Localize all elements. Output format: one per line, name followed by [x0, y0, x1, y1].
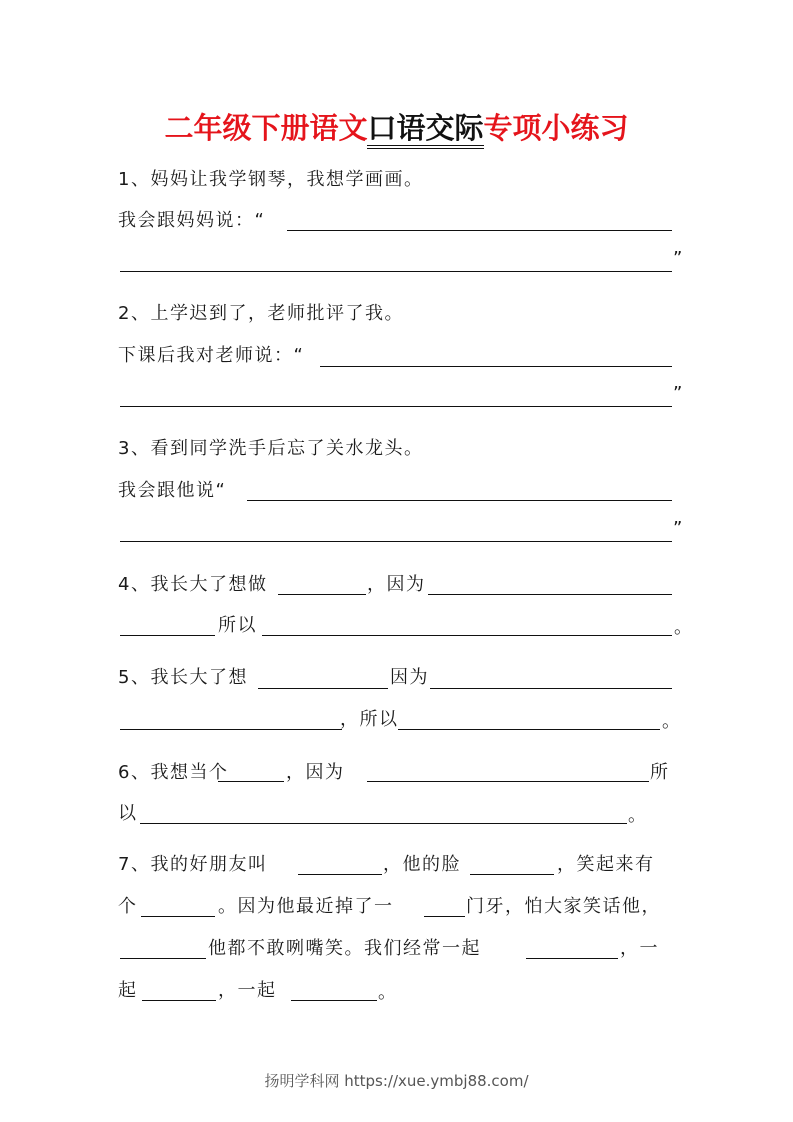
page-title	[0, 108, 793, 148]
period: 。	[674, 617, 692, 638]
question-6-seg2: ，因为	[286, 762, 345, 783]
question-7-seg1: 7、我的好朋友叫	[118, 854, 268, 875]
question-7-seg2: ，他的脸	[383, 854, 461, 875]
close-quote: ”	[673, 383, 683, 404]
answer-line[interactable]	[291, 1000, 377, 1001]
answer-line[interactable]	[424, 916, 465, 917]
question-1-lead: 我会跟妈妈说：“	[118, 210, 266, 231]
question-4-seg1: 4、我长大了想做	[118, 574, 268, 595]
footer-site-name: 扬明学科网	[264, 1072, 340, 1090]
close-quote: ”	[673, 518, 683, 539]
question-6-seg4: 以	[118, 803, 138, 824]
answer-line[interactable]	[278, 594, 366, 595]
answer-line[interactable]	[470, 874, 554, 875]
answer-line[interactable]	[298, 874, 382, 875]
question-4-seg3: 所以	[218, 615, 257, 636]
title-part1: 二年级下册语文	[164, 111, 368, 145]
answer-line[interactable]	[258, 688, 388, 689]
answer-line[interactable]	[398, 729, 660, 730]
answer-line[interactable]	[287, 230, 672, 231]
title-highlight: 口语交际	[367, 111, 483, 149]
question-7-seg7: 他都不敢咧嘴笑。我们经常一起	[208, 938, 481, 959]
question-7-seg5: 。因为他最近掉了一	[218, 896, 394, 917]
period: 。	[628, 805, 646, 826]
question-7-seg9: 起	[118, 980, 138, 1001]
answer-line[interactable]	[428, 594, 672, 595]
answer-line[interactable]	[262, 635, 672, 636]
answer-line[interactable]	[526, 958, 618, 959]
question-6-seg3: 所	[650, 762, 670, 783]
period: 。	[662, 711, 680, 732]
question-7-seg6: 门牙，怕大家笑话他，	[466, 896, 661, 917]
question-2-lead: 下课后我对老师说：“	[118, 345, 305, 366]
footer	[0, 1070, 793, 1091]
question-7-seg8: ，一	[620, 938, 659, 959]
footer-url[interactable]: https://xue.ymbj88.com/	[344, 1072, 529, 1090]
question-3-prompt: 3、看到同学洗手后忘了关水龙头。	[118, 438, 424, 459]
close-quote: ”	[673, 248, 683, 269]
answer-line[interactable]	[430, 688, 672, 689]
answer-line[interactable]	[120, 541, 672, 542]
answer-line[interactable]	[120, 271, 672, 272]
answer-line[interactable]	[120, 958, 206, 959]
question-4-seg2: ，因为	[367, 574, 426, 595]
period: 。	[378, 982, 396, 1003]
answer-line[interactable]	[218, 781, 284, 782]
answer-line[interactable]	[120, 406, 672, 407]
question-5-seg3: ，所以	[340, 709, 399, 730]
answer-line[interactable]	[367, 781, 649, 782]
question-5-seg2: 因为	[390, 667, 429, 688]
question-2-prompt: 2、上学迟到了，老师批评了我。	[118, 303, 404, 324]
answer-line[interactable]	[320, 366, 672, 367]
answer-line[interactable]	[141, 916, 215, 917]
answer-line[interactable]	[120, 729, 342, 730]
answer-line[interactable]	[247, 500, 672, 501]
question-7-seg3: ，笑起来有	[557, 854, 655, 875]
question-6-seg1: 6、我想当个	[118, 762, 229, 783]
question-7-seg10: ，一起	[218, 980, 277, 1001]
question-7-seg4: 个	[118, 896, 138, 917]
answer-line[interactable]	[140, 823, 627, 824]
question-1-prompt: 1、妈妈让我学钢琴，我想学画画。	[118, 169, 424, 190]
answer-line[interactable]	[120, 635, 215, 636]
answer-line[interactable]	[142, 1000, 216, 1001]
question-3-lead: 我会跟他说“	[118, 480, 227, 501]
title-part2: 专项小练习	[483, 111, 629, 145]
question-5-seg1: 5、我长大了想	[118, 667, 248, 688]
